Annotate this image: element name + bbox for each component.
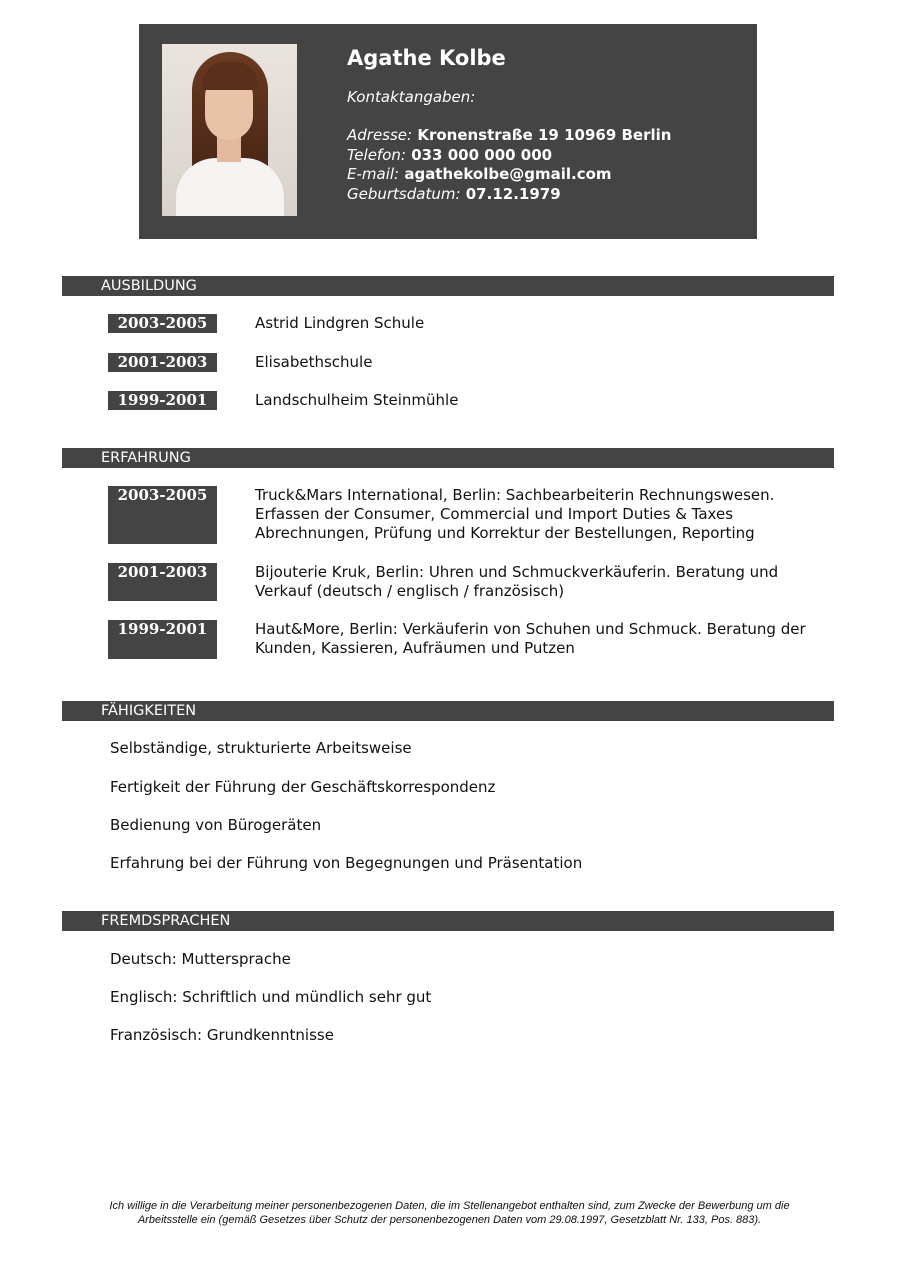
phone-line — [347, 146, 671, 166]
section-ausbildung — [62, 276, 834, 296]
section-fremdsprachen — [62, 911, 834, 931]
email-value: agathekolbe@gmail.com — [404, 165, 612, 183]
consent-line: Arbeitsstelle ein (gemäß Gesetzes über Schutz der personenbezogenen Daten vom 29.08.1997, Gesetzblatt Nr. 133, Pos. 883). — [137, 1214, 762, 1226]
language-item: Deutsch: Muttersprache — [110, 950, 291, 968]
consent-line: Ich willige in die Verarbeitung meiner personenbezogenen Daten, die im Stellenangebot enthalten sind, zum Zwecke der Bewerbung um die — [109, 1200, 790, 1212]
section-faehigkeiten — [62, 701, 834, 721]
experience-line: Bijouterie Kruk, Berlin: Uhren und Schmuckverkäuferin. Beratung und — [255, 563, 779, 581]
phone-label: Telefon: — [347, 145, 406, 164]
language-item: Französisch: Grundkenntnisse — [110, 1026, 334, 1044]
email-label: E-mail: — [347, 165, 400, 183]
section-erfahrung — [62, 448, 834, 468]
consent-clause — [62, 1199, 837, 1227]
language-item: Englisch: Schriftlich und mündlich sehr gut — [110, 988, 432, 1006]
section-title: FÄHIGKEITEN — [101, 703, 197, 719]
experience-line: Verkauf (deutsch / englisch / französisch) — [255, 582, 565, 600]
birth-value: 07.12.1979 — [465, 184, 561, 203]
experience-entry — [255, 620, 830, 658]
birth-label: Geburtsdatum: — [347, 184, 461, 203]
section-title: ERFAHRUNG — [101, 450, 191, 466]
year-badge: 1999-2001 — [108, 620, 217, 659]
phone-value: 033 000 000 000 — [411, 145, 553, 164]
experience-line: Truck&Mars International, Berlin: Sachbearbeiterin Rechnungswesen. — [255, 486, 775, 504]
contact-details — [347, 126, 671, 204]
section-title: AUSBILDUNG — [101, 278, 197, 294]
year-badge: 1999-2001 — [108, 391, 217, 410]
skill-item: Selbständige, strukturierte Arbeitsweise — [110, 739, 412, 757]
year-badge: 2003-2005 — [108, 314, 217, 333]
skill-item: Erfahrung bei der Führung von Begegnungen und Präsentation — [110, 854, 583, 872]
year-badge: 2001-2003 — [108, 563, 217, 601]
address-line — [347, 126, 671, 146]
email-line — [347, 165, 671, 185]
profile-photo — [162, 44, 297, 216]
full-name: Agathe Kolbe — [347, 46, 506, 70]
section-title: FREMDSPRACHEN — [101, 913, 231, 929]
birth-line — [347, 185, 671, 205]
experience-line: Kunden, Kassieren, Aufräumen und Putzen — [255, 639, 575, 657]
experience-entry — [255, 486, 830, 543]
experience-line: Haut&More, Berlin: Verkäuferin von Schuhen und Schmuck. Beratung der — [255, 620, 806, 638]
education-entry: Landschulheim Steinmühle — [255, 391, 459, 409]
year-badge: 2003-2005 — [108, 486, 217, 544]
experience-line: Abrechnungen, Prüfung und Korrektur der Bestellungen, Reporting — [255, 524, 755, 542]
address-label: Adresse: — [347, 126, 413, 144]
contact-title: Kontaktangaben: — [347, 88, 476, 106]
year-badge: 2001-2003 — [108, 353, 217, 372]
education-entry: Elisabethschule — [255, 353, 373, 371]
skill-item: Bedienung von Bürogeräten — [110, 816, 322, 834]
education-entry: Astrid Lindgren Schule — [255, 314, 425, 332]
experience-entry — [255, 563, 830, 601]
address-value: Kronenstraße 19 10969 Berlin — [417, 126, 672, 144]
cv-header — [139, 24, 757, 239]
experience-line: Erfassen der Consumer, Commercial und Import Duties & Taxes — [255, 505, 734, 523]
skill-item: Fertigkeit der Führung der Geschäftskorrespondenz — [110, 778, 496, 796]
